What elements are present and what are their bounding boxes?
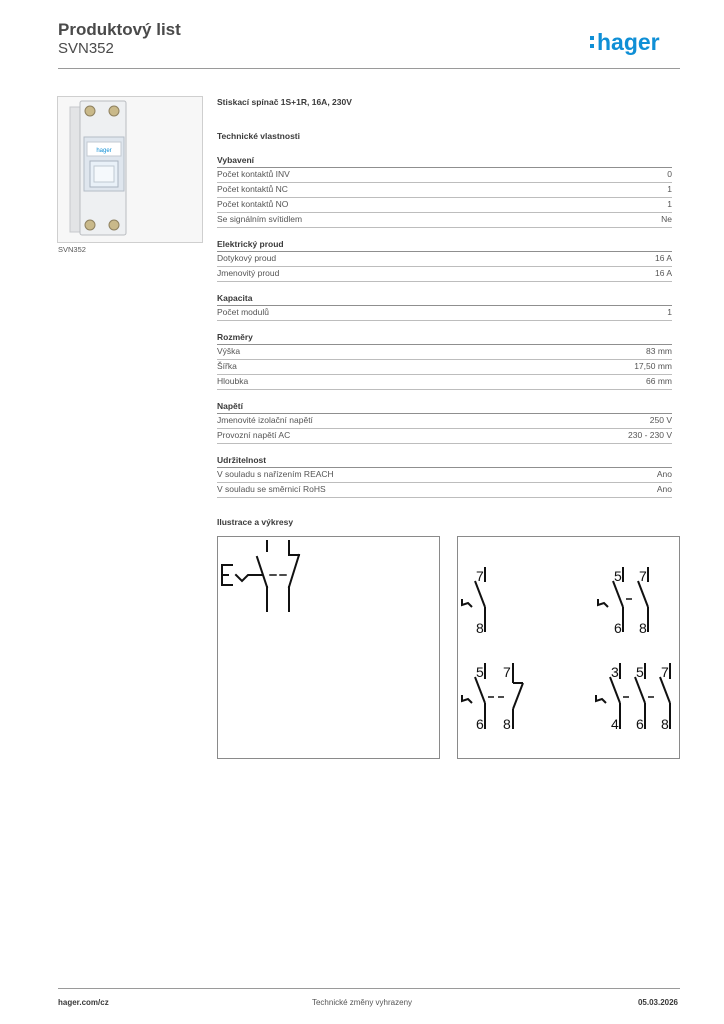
section-title: Napětí [217, 400, 672, 414]
spec-label: Počet kontaktů INV [217, 169, 290, 179]
spec-row [217, 267, 672, 282]
spec-value: 16 A [654, 268, 672, 278]
spec-label: Se signálním svítidlem [217, 214, 303, 224]
logo-text: hager [597, 29, 660, 55]
spec-value: 1 [667, 199, 672, 209]
section-title: Vybavení [217, 154, 672, 168]
spec-label: Výška [217, 346, 241, 356]
spec-row [217, 183, 672, 198]
section-title: Kapacita [217, 292, 672, 306]
spec-value: 16 A [654, 253, 672, 263]
footer-divider [58, 988, 680, 989]
spec-label: Jmenovité izolační napětí [217, 415, 313, 425]
spec-section [217, 154, 672, 228]
label-c-top-2: 7 [503, 664, 511, 680]
spec-label: V souladu se směrnicí RoHS [217, 484, 326, 494]
contact-diagram [457, 536, 680, 759]
contact-arrangement-diagrams [458, 537, 679, 758]
spec-section [217, 400, 672, 444]
product-image [57, 96, 203, 243]
spec-label: Počet modulů [217, 307, 269, 317]
spec-row [217, 198, 672, 213]
section-title: Rozměry [217, 331, 672, 345]
spec-value: 230 - 230 V [628, 430, 672, 440]
document-subtitle: SVN352 [58, 40, 114, 57]
tech-properties-title: Technické vlastnosti [217, 131, 300, 141]
label-a-bottom: 8 [476, 620, 484, 636]
symbol-diagram [217, 536, 440, 759]
spec-section [217, 331, 672, 390]
push-switch-symbol [218, 537, 439, 758]
spec-value: 66 mm [646, 376, 672, 386]
label-d-bottom-2: 6 [636, 716, 644, 732]
label-d-bottom-3: 8 [661, 716, 669, 732]
label-b-bottom-2: 8 [639, 620, 647, 636]
spec-row [217, 345, 672, 360]
label-d-top-3: 7 [661, 664, 669, 680]
label-d-top-2: 5 [636, 664, 644, 680]
spec-value: 0 [667, 169, 672, 179]
spec-row [217, 213, 672, 228]
footer-note: Technické změny vyhrazeny [311, 998, 413, 1007]
device-label: hager [96, 148, 112, 154]
spec-value: 1 [667, 184, 672, 194]
spec-label: Počet kontaktů NC [217, 184, 288, 194]
label-a-top: 7 [476, 568, 484, 584]
label-b-bottom-1: 6 [614, 620, 622, 636]
section-title: Elektrický proud [217, 238, 672, 252]
product-image-caption: SVN352 [58, 245, 86, 254]
spec-section [217, 454, 672, 498]
spec-row [217, 429, 672, 444]
spec-row [217, 360, 672, 375]
label-c-bottom-2: 8 [503, 716, 511, 732]
spec-label: Jmenovitý proud [217, 268, 280, 278]
spec-sections [217, 154, 672, 498]
spec-label: Provozní napětí AC [217, 430, 291, 440]
spec-section [217, 292, 672, 321]
spec-row [217, 483, 672, 498]
header-divider [58, 68, 680, 69]
spec-row [217, 168, 672, 183]
product-name: Stiskací spínač 1S+1R, 16A, 230V [217, 97, 352, 107]
spec-label: Šířka [217, 361, 237, 371]
spec-row [217, 375, 672, 390]
spec-label: Dotykový proud [217, 253, 277, 263]
spec-value: Ano [656, 484, 672, 494]
label-b-top-1: 5 [614, 568, 622, 584]
spec-row [217, 252, 672, 267]
label-d-top-1: 3 [611, 664, 619, 680]
section-title: Udržitelnost [217, 454, 672, 468]
spec-label: V souladu s nařízením REACH [217, 469, 334, 479]
spec-row [217, 306, 672, 321]
document-title: Produktový list [58, 20, 181, 39]
spec-value: 250 V [649, 415, 672, 425]
product-illustration [58, 97, 202, 242]
label-c-bottom-1: 6 [476, 716, 484, 732]
spec-section [217, 238, 672, 282]
illustrations-title: Ilustrace a výkresy [217, 517, 294, 527]
hager-logo [588, 22, 678, 62]
spec-value: Ano [656, 469, 672, 479]
label-c-top-1: 5 [476, 664, 484, 680]
footer-date: 05.03.2026 [637, 998, 678, 1007]
spec-label: Hloubka [217, 376, 249, 386]
spec-value: 17,50 mm [634, 361, 672, 371]
spec-row [217, 468, 672, 483]
spec-label: Počet kontaktů NO [217, 199, 289, 209]
spec-value: 83 mm [646, 346, 672, 356]
spec-value: 1 [667, 307, 672, 317]
label-d-bottom-1: 4 [611, 716, 619, 732]
spec-row [217, 414, 672, 429]
footer-website[interactable]: hager.com/cz [58, 998, 109, 1007]
spec-content [217, 96, 672, 508]
label-b-top-2: 7 [639, 568, 647, 584]
spec-value: Ne [661, 214, 672, 224]
